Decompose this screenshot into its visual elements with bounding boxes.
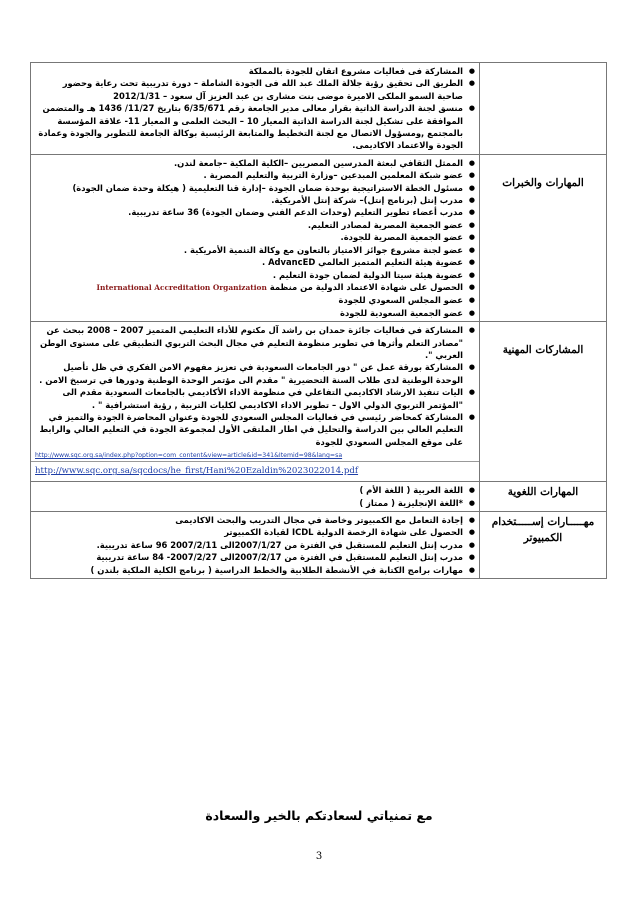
list-item: ● مدرب إنتل التعليم للمستقبل في الفترة من 2007/2/17الى 2007/2/27- 84 ساعة تدريبية bbox=[35, 551, 475, 563]
list-item: ● اليات تنفيذ الارشاد الاكاديمي التفاعلي في منظومة الاداء الأكاديمي بالجامعات السعودية مقدم الى "المؤتمر التربوي الدولي الاول – تطوير الاداء الاكاديمي لكليات التربية , رؤية استشرافية " . bbox=[35, 386, 475, 411]
section-computer-list bbox=[35, 514, 475, 576]
list-item: ● عضو شبكة المعلمين المبدعين –وزارة التربية والتعليم المصرية . bbox=[35, 169, 475, 181]
list-item: ● المشاركة بورقة عمل عن " دور الجامعات السعودية في تعزيز مفهوم الامن الفكري في ظل تأصيل الوحدة الوطنية لدى طلاب السنة التحضيرية " مقدم الى مؤتمر الوحدة الوطنية ودورها في ترسيخ الامن . bbox=[35, 361, 475, 386]
section-languages-label: المهارات اللغوية bbox=[480, 482, 607, 512]
list-item: ● اللغة العربية ( اللغة الأم ) bbox=[35, 484, 475, 496]
section-experience-list bbox=[35, 157, 475, 319]
page-number: 3 bbox=[315, 851, 323, 862]
closing-wishes: مع تمنياتي لسعادتكم بالخير والسعادة bbox=[205, 808, 433, 823]
list-item: ● إجادة التعامل مع الكمبيوتر وخاصة في مجال التدريب والبحث الاكاديمى bbox=[35, 514, 475, 526]
list-item: ● عضوية هيئة سيتا الدولية لضمان جودة التعليم . bbox=[35, 269, 475, 281]
list-item: ● عضوية هيئة التعليم المتميز العالمي AdvancED . bbox=[35, 256, 475, 268]
section-top-label bbox=[480, 63, 607, 155]
cv-page bbox=[30, 62, 600, 579]
list-item: ● الحصول على شهادة الرخصة الدولية ICDL لقيادة الكمبيوتر bbox=[35, 526, 475, 538]
section-row-computer bbox=[31, 512, 607, 579]
sqc-article-link[interactable]: http://www.sqc.org.sa/index.php?option=com_content&view=article&id=341&Itemid=98&lang=sa bbox=[35, 452, 343, 460]
list-item: ● الممثل الثقافي لبعثة المدرسين المصريين –الكلية الملكية –جامعة لندن. bbox=[35, 157, 475, 169]
section-professional-label: المشاركات المهنية bbox=[480, 322, 607, 482]
list-item: ● مهارات برامج الكتابة في الأنشطة الطلابية والخطط الدراسية ( برنامج الكلية الملكية بلندن ) bbox=[35, 564, 475, 576]
list-item: ● عضو الجمعية المصرية للجودة. bbox=[35, 231, 475, 243]
list-item: ● المشاركة كمحاضر رئيسي في فعاليات المجلس السعودي للجودة وعنوان المحاضرة الجودة والتميز في التعليم العالي بين الدراسة والتحليل في اطار الملتقى الأول لمجموعة الجودة في التعليم العالي والرابط على موقع المجلس السعودي للجودة bbox=[35, 411, 475, 448]
section-top-content bbox=[31, 63, 480, 155]
section-experience-content bbox=[31, 154, 480, 321]
section-row-professional bbox=[31, 322, 607, 482]
list-item: ● الطريق الى تحقيق رؤية جلالة الملك عبد الله فى الجودة الشاملة – دورة تدريبية تحت رعاية وحضور صاحبة السمو الملكى الاميرة موضى بنت مشارى بن عبد العزيز آل سعود – 2012/1/31 bbox=[35, 77, 475, 102]
section-computer-label: مهـــــارات إســـــتخدام الكمبيوتر bbox=[480, 512, 607, 579]
list-item: ● مدرب أعضاء تطوير التعليم (وحدات الدعم الفني وضمان الجودة) 36 ساعة تدريبية. bbox=[35, 206, 475, 218]
list-item: ● عضو الجمعية السعودية للجودة bbox=[35, 307, 475, 319]
section-experience-label: المهارات والخبرات bbox=[480, 154, 607, 321]
list-item: ● مدرب إنتل التعليم للمستقبل في الفترة من 2007/1/27الى 2007/2/11 96 ساعة تدريبية. bbox=[35, 539, 475, 551]
section-top-list bbox=[35, 65, 475, 152]
list-item: ● المشاركة في فعاليات جائزة حمدان بن راشد آل مكتوم للأداء التعليمي المتميز 2007 – 2008 ببحث عن "مصادر التعلم وأثرها في تطوير منظومة التعليم في مجال البحث التربوي التطبيقي على مستوى الوطن العربي ". bbox=[35, 324, 475, 361]
list-item: ● عضو المجلس السعودي للجودة bbox=[35, 294, 475, 306]
list-item: ● مسئول الخطة الاستراتيجية بوحدة ضمان الجودة –إدارة قنا التعليمية ( هيكلة وحدة ضمان الجودة) bbox=[35, 182, 475, 194]
section-row-top bbox=[31, 63, 607, 155]
list-item: ● المشاركة فى فعاليات مشروع اتقان للجودة بالمملكة bbox=[35, 65, 475, 77]
sqc-pdf-link[interactable]: http://www.sqc.org.sa/sqcdocs/he_first/Hani%20Ezaldin%2023022014.pdf bbox=[31, 461, 479, 479]
section-languages-content bbox=[31, 482, 480, 512]
cv-table bbox=[30, 62, 607, 579]
list-item-accreditation bbox=[35, 281, 475, 294]
accreditation-text: الحصول على شهادة الاعتماد الدولية من منظمة bbox=[269, 281, 463, 292]
list-item: ● منسق لجنة الدراسة الذاتية بقرار معالى مدير الجامعة رقم 6/35/671 بتاريخ 11/27/ 1436 هـ والمتضمن الموافقة على تشكيل لجنة الدراسة الذاتية المعيار 10 – البحث العلمى و المعيار 11- علاقة المؤسسة بالمجتمع ,ومسؤول الاتصال مع لجنة التخطيط والمتابعة الرئيسية بوكالة الجامعة للتطوير والجودة وعمادة الجودة والاعتماد الاكاديمى. bbox=[35, 102, 475, 152]
list-item: ● عضو الجمعية المصرية لمصادر التعليم. bbox=[35, 219, 475, 231]
section-professional-content bbox=[31, 322, 480, 482]
intl-org-name: International Accreditation Organization bbox=[96, 282, 267, 292]
section-computer-content bbox=[31, 512, 480, 579]
section-row-experience bbox=[31, 154, 607, 321]
list-item: ● مدرب إنتل (برنامج إنتل)– شركة إنتل الأمريكية. bbox=[35, 194, 475, 206]
section-languages-list bbox=[35, 484, 475, 509]
section-row-languages bbox=[31, 482, 607, 512]
section-professional-list bbox=[35, 324, 475, 448]
list-item: ● عضو لجنة مشروع جوائز الامتياز بالتعاون مع وكالة التنمية الأمريكية . bbox=[35, 244, 475, 256]
list-item: ● *اللغة الإنجليزية ( ممتاز ) bbox=[35, 497, 475, 509]
